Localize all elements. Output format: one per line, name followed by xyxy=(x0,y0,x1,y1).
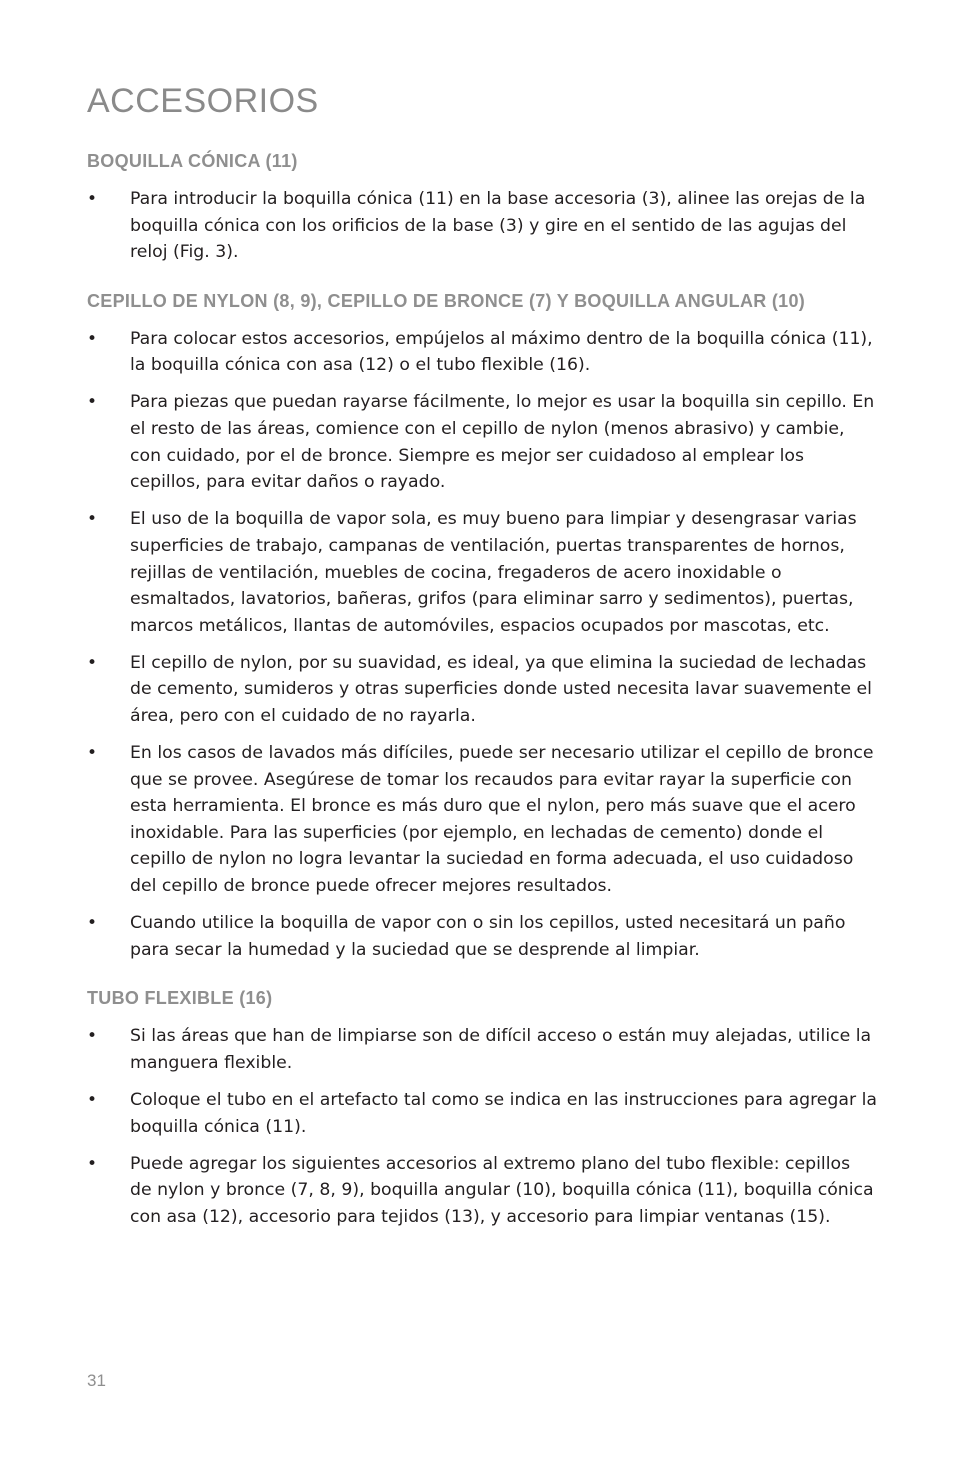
list-item xyxy=(87,1023,877,1076)
list-item xyxy=(87,1151,877,1231)
list-item xyxy=(87,740,877,900)
list-item-text: Coloque el tubo en el artefacto tal como se indica en las instrucciones para agregar la boquilla cónica (11). xyxy=(130,1090,877,1137)
bullet-list xyxy=(87,326,877,964)
list-item xyxy=(87,326,877,379)
bullet-icon: • xyxy=(87,652,98,673)
page-title: ACCESORIOS xyxy=(87,82,319,120)
bullet-icon: • xyxy=(87,328,98,349)
bullet-list xyxy=(87,186,877,266)
bullet-icon: • xyxy=(87,1026,98,1047)
bullet-icon: • xyxy=(87,189,98,209)
section-tubo-flexible xyxy=(87,985,877,1230)
list-item xyxy=(87,389,877,495)
section-heading: CEPILLO DE NYLON (8, 9), CEPILLO DE BRONCE (7) Y BOQUILLA ANGULAR (10) xyxy=(87,290,806,311)
list-item xyxy=(87,910,877,963)
section-heading: TUBO FLEXIBLE (16) xyxy=(87,988,273,1009)
bullet-icon: • xyxy=(87,392,98,413)
page-content xyxy=(87,78,877,1253)
section-cepillos xyxy=(87,288,877,964)
bullet-icon: • xyxy=(87,509,98,530)
list-item xyxy=(87,650,877,730)
bullet-icon: • xyxy=(87,913,98,934)
bullet-icon: • xyxy=(87,743,98,764)
list-item-text: Para piezas que puedan rayarse fácilmente, lo mejor es usar la boquilla sin cepillo. En el resto de las áreas, comience con el cepillo de nylon (menos abrasivo) y cambie, con cuidado, por el de bronce. Siempre es mejor ser cuidadoso al emplear los cepillos, para evitar daños o rayado. xyxy=(130,392,875,493)
list-item-text: Para introducir la boquilla cónica (11) en la base accesoria (3), alinee las orejas de la boquilla cónica con los orificios de la base (3) y gire en el sentido de las agujas del reloj (Fig. 3). xyxy=(130,189,866,263)
list-item-text: El uso de la boquilla de vapor sola, es muy bueno para limpiar y desengrasar varias superficies de trabajo, campanas de ventilación, puertas transparentes de hornos, rejillas de ventilación, muebles de cocina, fregaderos de acero inoxidable o esmaltados, lavatorios, bañeras, grifos (para eliminar sarro y sedimentos), puertas, marcos metálicos, llantas de automóviles, espacios ocupados por mascotas, etc. xyxy=(130,509,857,636)
list-item-text: Cuando utilice la boquilla de vapor con o sin los cepillos, usted necesitará un paño para secar la humedad y la suciedad que se desprende al limpiar. xyxy=(130,913,846,960)
bullet-icon: • xyxy=(87,1153,98,1174)
bullet-icon: • xyxy=(87,1090,98,1111)
list-item-text: Puede agregar los siguientes accesorios al extremo plano del tubo flexible: cepillos de nylon y bronce (7, 8, 9), boquilla angular (10), boquilla cónica (11), boquilla cónica con asa (12), accesorio para tejidos (13), y accesorio para limpiar ventanas (15). xyxy=(130,1153,874,1227)
list-item xyxy=(87,506,877,639)
page-number: 31 xyxy=(87,1371,106,1390)
section-heading: BOQUILLA CÓNICA (11) xyxy=(87,151,298,171)
bullet-list xyxy=(87,1023,877,1230)
list-item-text: Si las áreas que han de limpiarse son de difícil acceso o están muy alejadas, utilice la manguera flexible. xyxy=(130,1026,872,1073)
list-item-text: El cepillo de nylon, por su suavidad, es ideal, ya que elimina la suciedad de lechadas de cemento, sumideros y otras superficies donde usted necesita lavar suavemente el área, pero con el cuidado de no rayarla. xyxy=(130,652,872,726)
section-boquilla-conica xyxy=(87,148,877,266)
list-item-text: Para colocar estos accesorios, empújelos al máximo dentro de la boquilla cónica (11), la boquilla cónica con asa (12) o el tubo flexible (16). xyxy=(130,328,873,376)
list-item xyxy=(87,1087,877,1140)
list-item-text: En los casos de lavados más difíciles, puede ser necesario utilizar el cepillo de bronce que se provee. Asegúrese de tomar los recaudos para evitar rayar la superficie con esta herramienta. El bronce es más duro que el nylon, pero más suave que el acero inoxidable. Para las superficies (por ejemplo, en lechadas de cemento) donde el cepillo de nylon no logra levantar la suciedad en forma adecuada, el uso cuidadoso del cepillo de bronce puede ofrecer mejores resultados. xyxy=(130,743,874,897)
list-item xyxy=(87,186,877,266)
